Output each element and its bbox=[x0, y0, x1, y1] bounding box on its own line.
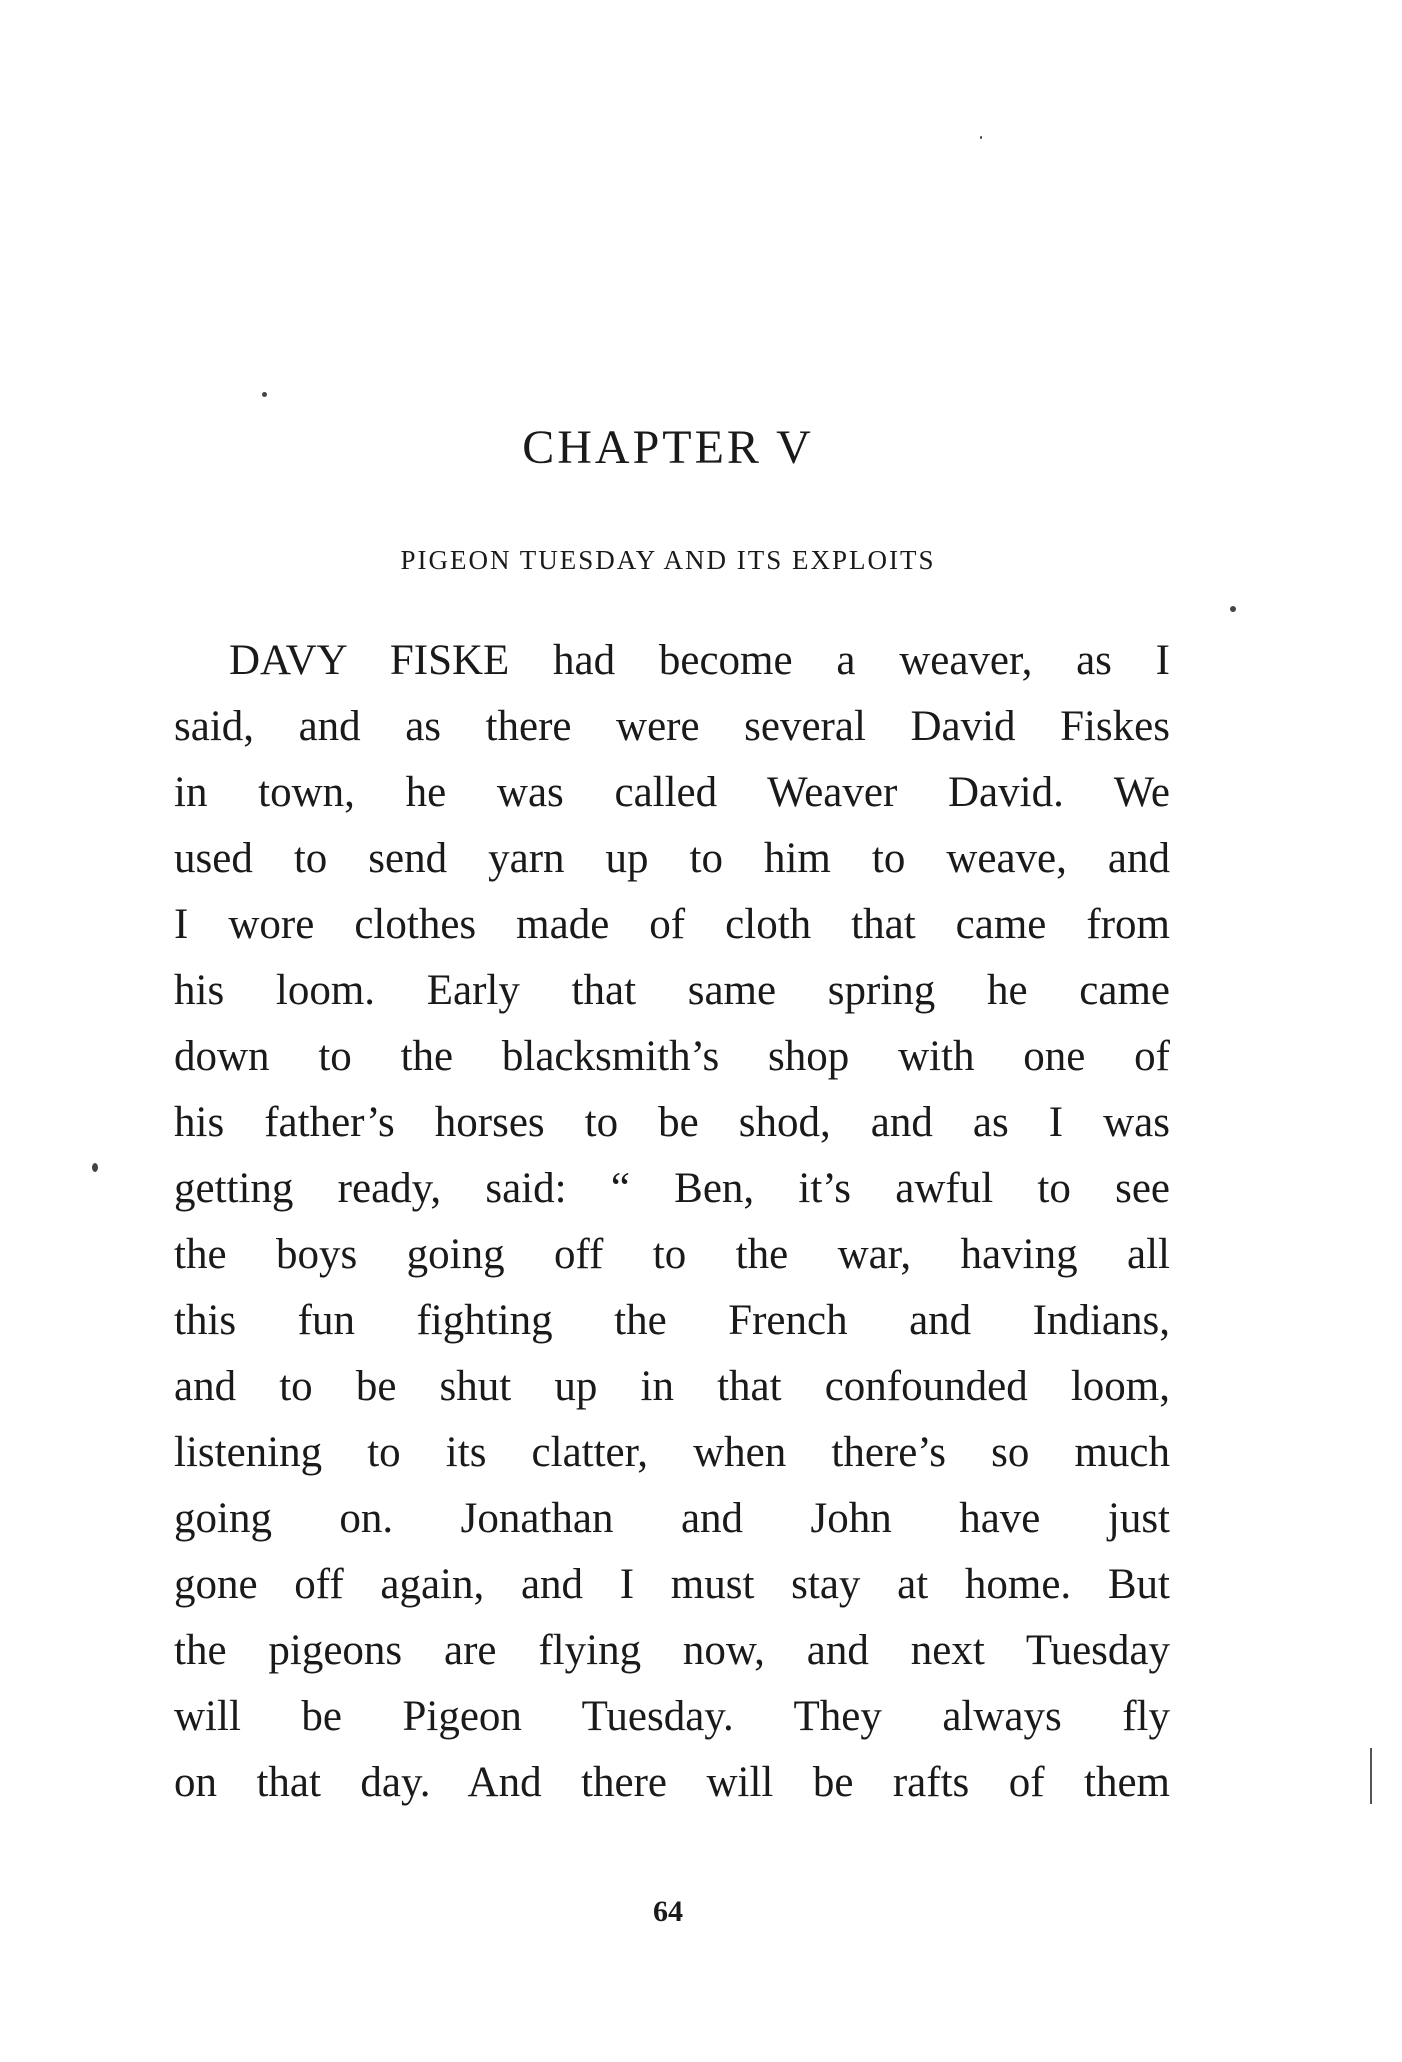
text-line: gone off again, and I must stay at home. But bbox=[174, 1561, 1170, 1608]
scan-speck bbox=[262, 392, 267, 397]
text-line: I wore clothes made of cloth that came from bbox=[174, 901, 1170, 948]
text-line: the boys going off to the war, having all bbox=[174, 1231, 1170, 1278]
page-number: 64 bbox=[653, 1895, 683, 1928]
scan-speck bbox=[980, 136, 982, 139]
chapter-title: CHAPTER V bbox=[522, 421, 814, 474]
text-line: and to be shut up in that confounded loom, bbox=[174, 1363, 1170, 1410]
scan-speck bbox=[1230, 606, 1236, 612]
text-line: in town, he was called Weaver David. We bbox=[174, 769, 1170, 816]
text-line: the pigeons are flying now, and next Tuesday bbox=[174, 1627, 1170, 1674]
body-text bbox=[174, 628, 1170, 1816]
text-line: down to the blacksmith’s shop with one of bbox=[174, 1033, 1170, 1080]
scan-speck bbox=[92, 1163, 98, 1172]
text-line: DAVY FISKE had become a weaver, as I bbox=[229, 637, 1170, 684]
text-line: going on. Jonathan and John have just bbox=[174, 1495, 1170, 1542]
text-line: getting ready, said: “ Ben, it’s awful to see bbox=[174, 1165, 1170, 1212]
text-line: this fun fighting the French and Indians, bbox=[174, 1297, 1170, 1344]
scan-mark bbox=[1370, 1748, 1372, 1804]
text-line: his father’s horses to be shod, and as I was bbox=[174, 1099, 1170, 1146]
text-line: said, and as there were several David Fiskes bbox=[174, 703, 1170, 750]
text-line: will be Pigeon Tuesday. They always fly bbox=[174, 1693, 1170, 1740]
text-line: listening to its clatter, when there’s so much bbox=[174, 1429, 1170, 1476]
text-line: his loom. Early that same spring he came bbox=[174, 967, 1170, 1014]
text-line: used to send yarn up to him to weave, and bbox=[174, 835, 1170, 882]
text-line: on that day. And there will be rafts of them bbox=[174, 1759, 1170, 1806]
chapter-subtitle: PIGEON TUESDAY AND ITS EXPLOITS bbox=[400, 545, 936, 575]
